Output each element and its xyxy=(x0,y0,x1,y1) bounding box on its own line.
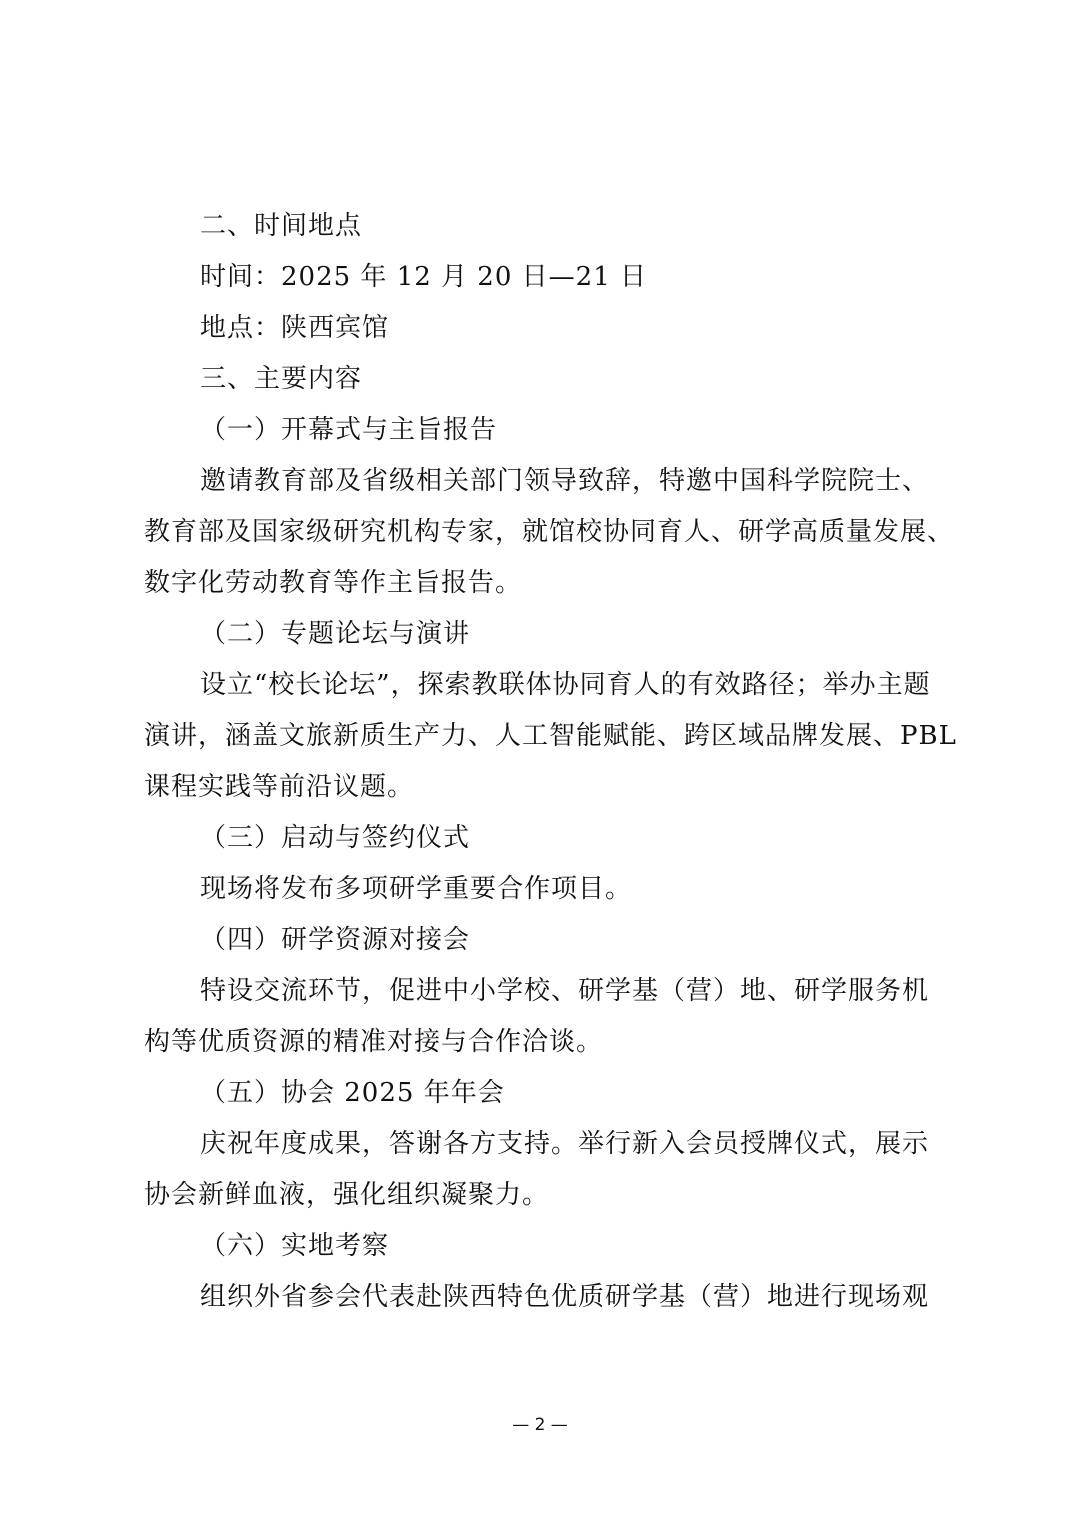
paragraph-line: 邀请教育部及省级相关部门领导致辞，特邀中国科学院院士、 xyxy=(200,466,930,496)
paragraph-line: 组织外省参会代表赴陕西特色优质研学基（营）地进行现场观 xyxy=(200,1282,930,1312)
subsection-title-opening: （一）开幕式与主旨报告 xyxy=(200,415,498,445)
subsection-title-resource-matching: （四）研学资源对接会 xyxy=(200,925,471,955)
location-line: 地点：陕西宾馆 xyxy=(200,313,390,343)
section-heading-time-location: 二、时间地点 xyxy=(200,211,363,241)
page-number: — 2 — xyxy=(512,1415,568,1435)
paragraph-line: 构等优质资源的精准对接与合作洽谈。 xyxy=(144,1027,604,1057)
paragraph-line: 数字化劳动教育等作主旨报告。 xyxy=(144,568,523,598)
subsection-title-ceremony: （三）启动与签约仪式 xyxy=(200,823,471,853)
paragraph-line: 现场将发布多项研学重要合作项目。 xyxy=(200,874,633,904)
paragraph-line: 设立“校长论坛”，探索教联体协同育人的有效路径；举办主题 xyxy=(200,670,931,700)
paragraph-line: 课程实践等前沿议题。 xyxy=(144,772,415,802)
paragraph-line: 庆祝年度成果，答谢各方支持。举行新入会员授牌仪式，展示 xyxy=(200,1129,930,1159)
subsection-title-field-visit: （六）实地考察 xyxy=(200,1231,390,1261)
paragraph-line: 教育部及国家级研究机构专家，就馆校协同育人、研学高质量发展、 xyxy=(144,517,955,547)
subsection-title-forum: （二）专题论坛与演讲 xyxy=(200,619,471,649)
paragraph-line: 特设交流环节，促进中小学校、研学基（营）地、研学服务机 xyxy=(200,976,930,1006)
section-heading-main-content: 三、主要内容 xyxy=(200,364,363,394)
paragraph-line: 协会新鲜血液，强化组织凝聚力。 xyxy=(144,1180,550,1210)
subsection-title-annual-meeting: （五）协会 2025 年年会 xyxy=(200,1078,505,1108)
paragraph-line: 演讲，涵盖文旅新质生产力、人工智能赋能、跨区域品牌发展、PBL xyxy=(144,721,957,751)
time-line: 时间：2025 年 12 月 20 日—21 日 xyxy=(200,262,648,292)
